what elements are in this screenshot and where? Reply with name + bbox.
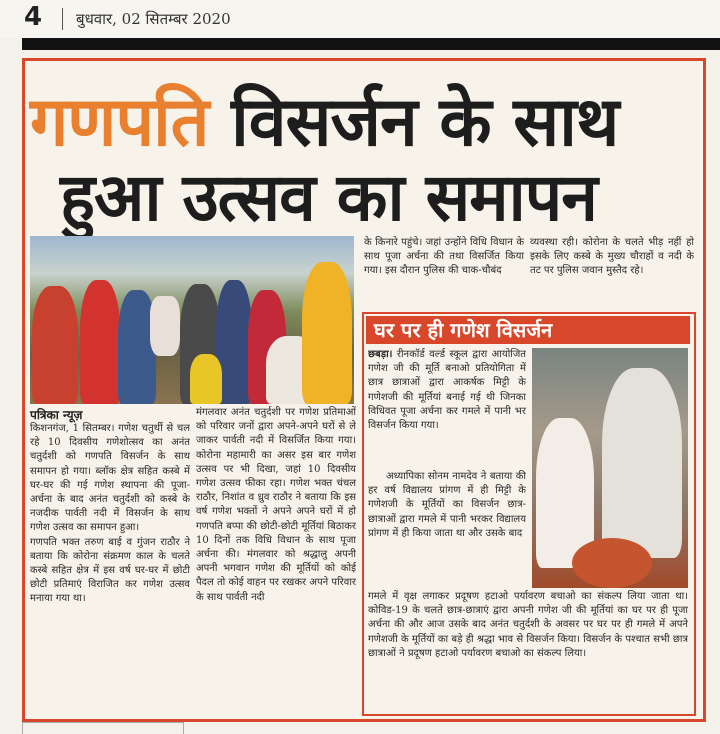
sub-article-para-full: गमले में वृक्ष लगाकर प्रदूषण हटाओ पर्यावरण बचाओ का संकल्प लिया जाता था। कोविड-19 के चलते छात्र-छात्राएं द्वारा अपनी गणेश जी की मूर्तियां का घर पर ही पूजा अर्चना की और आज उसके बाद अनंत चतुर्दशी के अवसर पर घर पर ही गमले में अपने गणेशजी के मूर्तियों का बड़े ही श्रद्धा भाव से विसर्जन किया। विसर्जन के पश्चात सभी छात्र छात्राओं ने प्रदूषण हटाओ पर्यावरण बचाओ का संकल्प लिया।: [368, 591, 688, 659]
sub-article-dateline: छबड़ा।: [368, 349, 393, 360]
page-header: [0, 0, 720, 38]
group-photo: [30, 236, 354, 404]
headline-line-1-rest: विसर्जन के साथ: [208, 83, 619, 162]
child-photo: [532, 348, 688, 588]
sub-article-para-2: अध्यापिका सोनम नामदेव ने बताया की हर वर्ष विद्यालय प्रांगण में ही मिट्टी के गणेशजी के मूर्तियों का विसर्जन छात्र-छात्राओं द्वारा गमले में पानी भरकर विद्यालय प्रांगण में ही किया जाता था और उसके बाद: [368, 471, 526, 539]
page-date: बुधवार, 02 सितम्बर 2020: [76, 10, 231, 28]
headline-line-2: हुआ उत्सव का समापन: [60, 159, 597, 236]
article-column-4: व्यवस्था रही। कोरोना के चलते भीड़ नहीं हो इसके लिए कस्बे के मुख्य चौराहों व नदी के तट पर पुलिस जवान मुस्तैद रहे।: [530, 237, 694, 277]
page-number: 4: [24, 2, 43, 32]
headline-line-1: [30, 72, 690, 162]
article-column-2: मंगलवार अनंत चतुर्दशी पर गणेश प्रतिमाओं को परिवार जनों द्वारा अपने-अपने घरों से ले जाकर पार्वती नदी में विसर्जित किया गया। कोरोना महामारी का असर इस बार गणेश उत्सव पर भी दिखा, जहां 10 दिवसीय गणेश उत्सव फीका रहा। गणेश भक्त चंचल राठौर, निशांत व ध्रुव राठौर ने बताया कि इस वर्ष गणेश भक्तों ने अपने अपने घरों में हो गणपति बप्पा की छोटी-छोटी मूर्तियां बिठाकर 10 दिनों तक विधि विधान के साथ पूजा अर्चना की। मंगलवार को श्रद्धालु अपनी अपनी भगवान गणेश की मूर्तियों को कोई पैदल तो कोई वाहन पर रखकर अपने परिवार के साथ पार्वती नदी: [196, 407, 356, 603]
header-divider: [62, 8, 63, 30]
article-column-3: के किनारे पहुंचे। जहां उन्होंने विधि विधान के साथ पूजा अर्चना की तथा विसर्जित किया गया। इस दौरान पुलिस की चाक-चौबंद: [364, 237, 524, 277]
header-rule: [22, 38, 720, 50]
sub-article-para-1: रीनकॉर्ड वर्ल्ड स्कूल द्वारा आयोजित गणेश जी की मूर्ति बनाओ प्रतियोगिता में छात्र छात्राओं द्वारा आकर्षक मिट्टी के गणेशजी की मूर्तियां बनाई गई थी जिनका विधिवत पूजा अर्चना कर गमले में पानी भर विसर्जन किया गया।: [368, 349, 526, 432]
headline-highlight: गणपति: [30, 83, 209, 162]
byline: पत्रिका न्यूज़: [30, 408, 83, 422]
sub-article-heading: घर पर ही गणेश विसर्जन: [366, 316, 690, 344]
article-column-1: किशनगंज, 1 सितम्बर। गणेश चतुर्थी से चल रहे 10 दिवसीय गणेशोत्सव का अनंत चतुर्दशी को गणपति विसर्जन के साथ समापन हो गया। ब्लॉक क्षेत्र सहित कस्बे में घर-घर की गई गणेश स्थापना की पूजा-अर्चना के बाद अनंत चतुर्दशी को कस्बे के नजदीक पार्वती नदी में विसर्जन के साथ गणेश उत्सव का समापन हुआ। गणपति भक्त तरुण बाई व गुंजन राठौर ने बताया कि कोरोना संक्रमण काल के चलते कस्बे सहित क्षेत्र में इस वर्ष घर-घर में छोटी छोटी प्रतिमाएं विराजित कर गणेश उत्सव मनाया गया था।: [30, 423, 190, 605]
next-article-edge: [22, 722, 184, 734]
sub-article-intro: [368, 348, 526, 466]
